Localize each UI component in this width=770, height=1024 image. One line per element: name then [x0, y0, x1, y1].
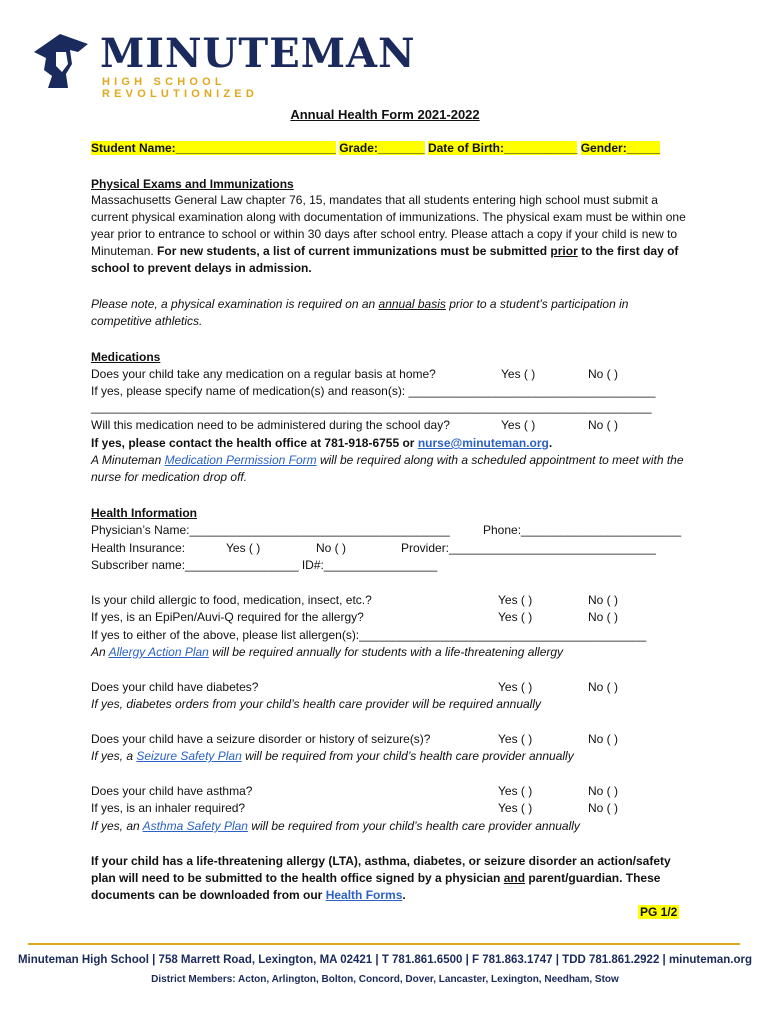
physician-field[interactable]: Physician’s Name:_______________________________________ — [91, 523, 450, 537]
medication-contact — [91, 435, 686, 452]
physical-bold-prior: prior — [550, 244, 578, 258]
health-heading: Health Information — [91, 506, 198, 520]
allergy-b: will be required annually for students with a life-threatening allergy — [208, 645, 564, 659]
footer-contact: Minuteman High School | 758 Marrett Road, Lexington, MA 02421 | T 781.861.6500 | F 781.863.1747 | TDD 781.861.2922 | minuteman.org — [17, 954, 753, 966]
health-forms-link[interactable]: Health Forms — [325, 888, 403, 902]
allergy-a: An — [91, 645, 109, 659]
medication-q2-no[interactable]: No ( ) — [588, 418, 618, 432]
seizure-row — [91, 731, 686, 748]
diabetes-q: Does your child have diabetes? — [91, 680, 259, 694]
diabetes-yes[interactable]: Yes ( ) — [498, 680, 533, 694]
medication-q1-row — [91, 366, 686, 383]
epipen-q: If yes, is an EpiPen/Auvi-Q required for the allergy? — [91, 610, 364, 624]
asthma-q: Does your child have asthma? — [91, 784, 253, 798]
phone-field[interactable]: Phone:________________________ — [483, 523, 682, 537]
insurance-label: Health Insurance: — [91, 541, 186, 555]
insurance-row — [91, 540, 686, 557]
medication-blank-line[interactable]: ____________________________________________________________________________________ — [91, 400, 652, 414]
asthma-safety-plan-link[interactable]: Asthma Safety Plan — [142, 819, 248, 833]
grade-field[interactable]: Grade:_______ — [339, 141, 425, 155]
medication-specify[interactable]: If yes, please specify name of medication(s) and reason(s): _____________________________________ — [91, 384, 656, 398]
asthma-b: will be required from your child’s health care provider annually — [247, 819, 580, 833]
asthma-row — [91, 783, 686, 800]
physical-body — [91, 192, 686, 277]
footer-members: District Members: Acton, Arlington, Bolton, Concord, Dover, Lancaster, Lexington, Needham, Stow — [151, 974, 619, 985]
logo-title: MINUTEMAN — [100, 30, 416, 77]
logo-subtitle: HIGH SCHOOL REVOLUTIONIZED — [102, 76, 258, 100]
closing-b: parent/guardian. These documents can be downloaded from our — [91, 871, 661, 902]
allergy-yes[interactable]: Yes ( ) — [498, 593, 533, 607]
seizure-plan-note — [91, 748, 686, 765]
dob-field[interactable]: Date of Birth:___________ — [427, 141, 578, 155]
allergy-action-plan-link[interactable]: Allergy Action Plan — [108, 645, 209, 659]
footer-divider — [28, 943, 740, 945]
contact-text: If yes, please contact the health office at 781-918-6755 or — [91, 436, 418, 450]
nurse-email-link[interactable]: nurse@minuteman.org — [417, 436, 549, 450]
form-title: Annual Health Form 2021-2022 — [290, 107, 480, 122]
note-a: Please note, a physical examination is required on an — [91, 297, 379, 311]
gender-field[interactable]: Gender:_____ — [580, 141, 661, 155]
medication-q1-yes[interactable]: Yes ( ) — [501, 367, 536, 381]
inhaler-row — [91, 800, 686, 817]
medication-permission-note — [91, 452, 686, 486]
medication-q2: Will this medication need to be administered during the school day? — [91, 418, 450, 432]
note-annual: annual basis — [378, 297, 446, 311]
epipen-row — [91, 609, 686, 626]
medication-q1: Does your child take any medication on a regular basis at home? — [91, 367, 436, 381]
allergen-field[interactable]: If yes to either of the above, please list allergen(s):___________________________________________ — [91, 628, 647, 642]
provider-field[interactable]: Provider:_______________________________ — [401, 541, 656, 555]
physician-row — [91, 522, 686, 539]
student-info-line — [91, 140, 686, 157]
perm-b: will be required along with a scheduled appointment to meet with the nurse for medication drop off. — [91, 453, 684, 484]
asthma-yes[interactable]: Yes ( ) — [498, 784, 533, 798]
physical-bold-a: For new students, a list of current immunizations must be submitted — [157, 244, 551, 258]
minuteman-head-icon — [30, 30, 92, 90]
inhaler-yes[interactable]: Yes ( ) — [498, 801, 533, 815]
diabetes-row — [91, 679, 686, 696]
seizure-safety-plan-link[interactable]: Seizure Safety Plan — [136, 749, 242, 763]
inhaler-no[interactable]: No ( ) — [588, 801, 618, 815]
seizure-q: Does your child have a seizure disorder or history of seizure(s)? — [91, 732, 431, 746]
diabetes-no[interactable]: No ( ) — [588, 680, 618, 694]
contact-end: . — [548, 436, 553, 450]
insurance-no[interactable]: No ( ) — [316, 541, 346, 555]
seizure-a: If yes, a — [91, 749, 137, 763]
asthma-a: If yes, an — [91, 819, 143, 833]
medications-heading: Medications — [91, 350, 161, 364]
insurance-yes[interactable]: Yes ( ) — [226, 541, 261, 555]
medication-q2-yes[interactable]: Yes ( ) — [501, 418, 536, 432]
closing-and: and — [503, 871, 526, 885]
subscriber-row[interactable]: Subscriber name:_________________ ID#:_________________ — [91, 558, 438, 572]
medication-q1-no[interactable]: No ( ) — [588, 367, 618, 381]
epipen-yes[interactable]: Yes ( ) — [498, 610, 533, 624]
physical-text: Massachusetts General Law chapter 76, 15, mandates that all students entering high school must submit a current physical examination along with documentation of immunizations. The physical exam must be within one year prior to entrance to school or within 30 days after school entry. Please attach a copy if your child is new to Minuteman. — [91, 193, 686, 258]
physical-heading: Physical Exams and Immunizations — [91, 177, 294, 191]
seizure-no[interactable]: No ( ) — [588, 732, 618, 746]
medication-q2-row — [91, 417, 686, 434]
allergy-plan-note — [91, 644, 686, 661]
seizure-yes[interactable]: Yes ( ) — [498, 732, 533, 746]
asthma-plan-note — [91, 818, 686, 835]
physical-bold-b: to the first day of school to prevent delays in admission. — [91, 244, 679, 275]
medication-permission-form-link[interactable]: Medication Permission Form — [164, 453, 317, 467]
seizure-b: will be required from your child’s health care provider annually — [241, 749, 574, 763]
closing-a: If your child has a life-threatening allergy (LTA), asthma, diabetes, or seizure disorder an action/safety plan will need to be submitted to the health office signed by a physician — [91, 854, 671, 885]
school-logo — [30, 30, 416, 100]
physical-note — [91, 296, 686, 330]
allergy-row — [91, 592, 686, 609]
note-b: prior to a student’s participation in competitive athletics. — [91, 297, 629, 328]
epipen-no[interactable]: No ( ) — [588, 610, 618, 624]
closing-note — [91, 853, 686, 904]
allergy-no[interactable]: No ( ) — [588, 593, 618, 607]
perm-a: A Minuteman — [91, 453, 165, 467]
diabetes-note: If yes, diabetes orders from your child’s health care provider will be required annually — [91, 697, 542, 711]
closing-c: . — [402, 888, 406, 902]
allergy-q: Is your child allergic to food, medication, insect, etc.? — [91, 593, 372, 607]
inhaler-q: If yes, is an inhaler required? — [91, 801, 246, 815]
asthma-no[interactable]: No ( ) — [588, 784, 618, 798]
student-name-field[interactable]: Student Name:________________________ — [91, 141, 336, 155]
page-label: PG 1/2 — [640, 905, 678, 919]
